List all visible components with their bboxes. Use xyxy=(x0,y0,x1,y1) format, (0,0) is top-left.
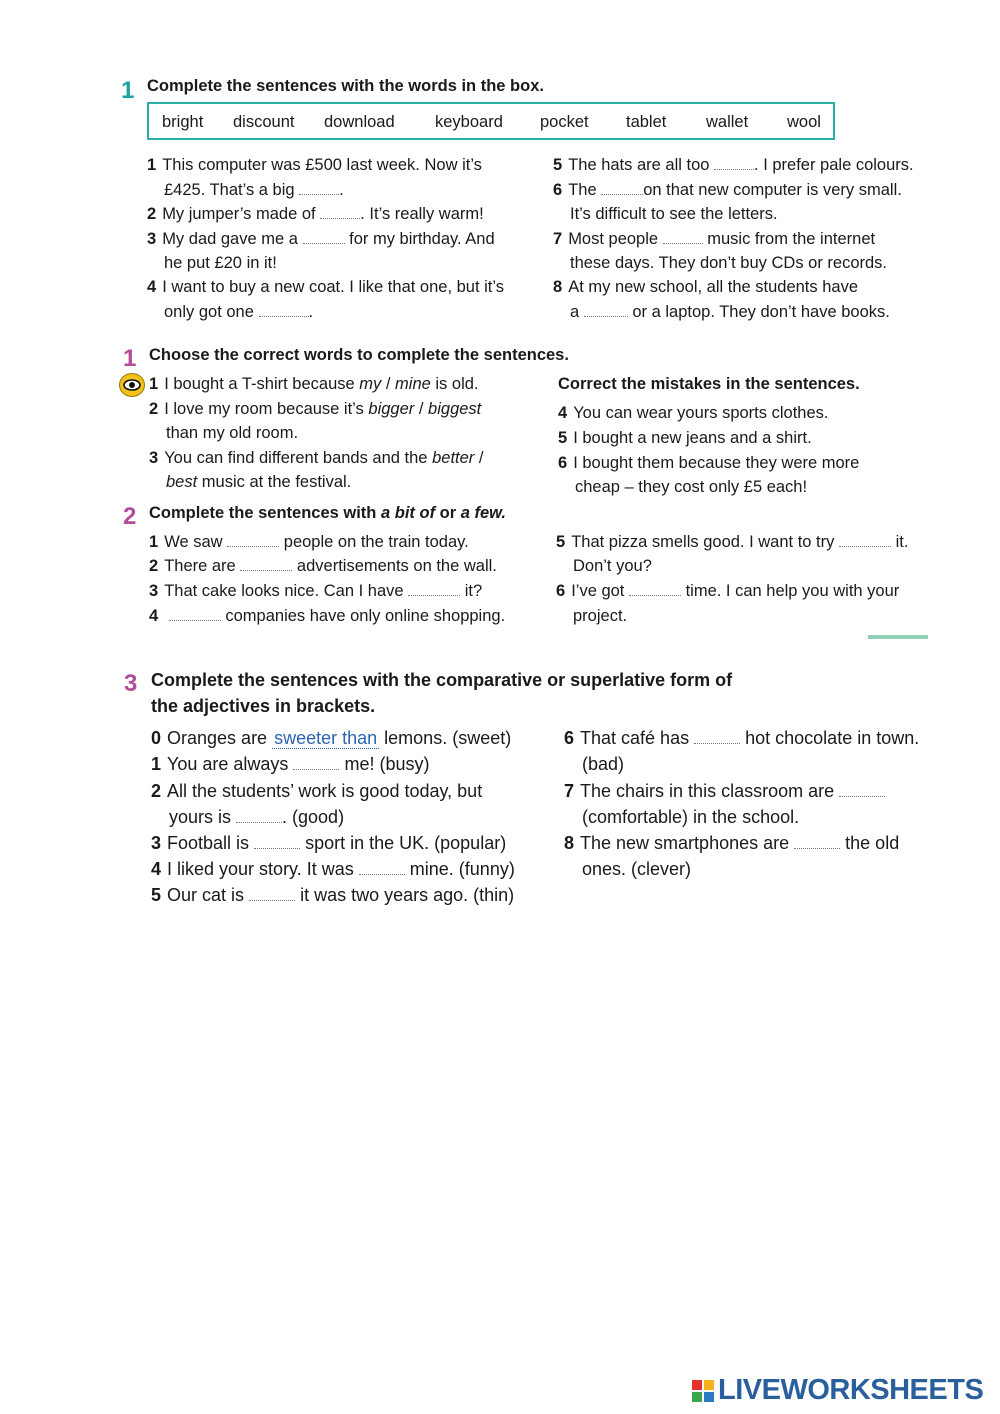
ex1a-item-8: 8 At my new school, all the students have xyxy=(553,278,859,296)
ex3-item-3: 3 Football is sport in the UK. (popular) xyxy=(151,833,507,853)
ex3-item-8: 8 The new smartphones are the old xyxy=(564,833,900,853)
answer-blank[interactable] xyxy=(408,583,460,596)
ex3-item-2-cont: yours is . (good) xyxy=(169,807,345,827)
ex1a-item-4-cont: only got one . xyxy=(164,303,314,321)
word-box xyxy=(147,102,835,140)
decorative-bar xyxy=(868,635,928,639)
exercise-1a-title: Complete the sentences with the words in the box. xyxy=(147,77,544,95)
ex3-item-7: 7 The chairs in this classroom are xyxy=(564,780,885,802)
exercise-1b-number: 1 xyxy=(123,345,137,372)
answer-blank[interactable] xyxy=(303,231,345,244)
answer-blank[interactable] xyxy=(254,836,300,849)
answer-blank[interactable] xyxy=(839,784,885,797)
ex1b-item-6: 6 I bought them because they were more xyxy=(558,454,860,472)
word-tablet: tablet xyxy=(626,113,667,131)
word-bright: bright xyxy=(162,113,204,131)
ex2-item-4: 4 companies have only online shopping. xyxy=(149,607,506,625)
ex1a-item-3-cont: he put £20 in it! xyxy=(164,254,277,272)
answer-blank[interactable] xyxy=(714,157,754,170)
eye-icon xyxy=(119,373,145,397)
ex2-item-3: 3 That cake looks nice. Can I have it? xyxy=(149,582,483,600)
ex2-item-2: 2 There are advertisements on the wall. xyxy=(149,557,497,575)
ex1a-item-6: 6 The on that new computer is very small. xyxy=(553,181,902,199)
answer-blank[interactable] xyxy=(227,534,279,547)
ex3-item-4: 4 I liked your story. It was mine. (funny) xyxy=(151,859,515,879)
ex1b-item-5: 5 I bought a new jeans and a shirt. xyxy=(558,429,812,447)
answer-blank[interactable] xyxy=(299,182,339,195)
exercise-3-number: 3 xyxy=(124,670,138,697)
ex3-item-6: 6 That café has hot chocolate in town. xyxy=(564,728,920,748)
ex1a-item-4: 4 I want to buy a new coat. I like that one, but it’s xyxy=(147,278,504,296)
ex1a-item-8-cont: a or a laptop. They don’t have books. xyxy=(570,303,890,321)
ex3-item-5: 5 Our cat is it was two years ago. (thin) xyxy=(151,885,515,905)
answer-blank[interactable] xyxy=(584,304,628,317)
answer-blank[interactable] xyxy=(694,731,740,744)
answer-blank[interactable] xyxy=(249,888,295,901)
ex1a-item-7: 7 Most people music from the internet xyxy=(553,230,876,248)
exercise-1b-title: Choose the correct words to complete the sentences. xyxy=(149,346,569,364)
word-keyboard: keyboard xyxy=(435,113,503,131)
word-discount: discount xyxy=(233,113,295,131)
answer-blank[interactable] xyxy=(601,182,643,195)
ex1b-item-2: 2 I love my room because it’s bigger / biggest xyxy=(149,400,482,418)
word-wool: wool xyxy=(787,113,821,131)
ex1a-item-5: 5 The hats are all too . I prefer pale colours. xyxy=(553,156,914,174)
answer-blank[interactable] xyxy=(259,304,309,317)
answer-blank[interactable] xyxy=(169,608,221,621)
answer-blank[interactable] xyxy=(794,836,840,849)
exercise-1a-number: 1 xyxy=(121,77,135,104)
liveworksheets-logo xyxy=(692,1374,983,1407)
word-download: download xyxy=(324,113,395,131)
answer-blank[interactable] xyxy=(293,757,339,770)
ex1b-item-3: 3 You can find different bands and the better / xyxy=(149,449,484,467)
ex2-item-5: 5 That pizza smells good. I want to try it. xyxy=(556,533,909,551)
exercise-2-title: Complete the sentences with a bit of or a few. xyxy=(149,504,506,522)
ex2-item-5-cont: Don’t you? xyxy=(573,557,652,575)
answer-blank[interactable] xyxy=(629,583,681,596)
ex3-item-6-cont: (bad) xyxy=(582,754,625,774)
ex3-item-1: 1 You are always me! (busy) xyxy=(151,754,430,774)
ex1a-item-6-cont: It’s difficult to see the letters. xyxy=(570,205,778,223)
ex1a-item-7-cont: these days. They don’t buy CDs or records. xyxy=(570,254,888,272)
liveworksheets-logo-icon xyxy=(692,1380,714,1402)
answer-blank[interactable] xyxy=(236,810,282,823)
ex1b-item-1: 1 I bought a T-shirt because my / mine is old. xyxy=(149,375,479,393)
ex2-item-6-cont: project. xyxy=(573,607,628,625)
ex3-item-7-cont: (comfortable) in the school. xyxy=(582,807,800,827)
answer-blank[interactable] xyxy=(240,558,292,571)
exercise-3-title: Complete the sentences with the comparative or superlative form of the adjectives in brackets. xyxy=(151,670,733,716)
ex3-item-0: 0 Oranges are sweeter than lemons. (sweet) xyxy=(151,728,512,748)
word-wallet: wallet xyxy=(706,113,749,131)
ex2-item-1: 1 We saw people on the train today. xyxy=(149,533,469,551)
ex3-item-2: 2 All the students’ work is good today, but xyxy=(151,781,483,801)
brand-name: LIVEWORKSHEETS xyxy=(718,1374,984,1406)
correct-mistakes-title: Correct the mistakes in the sentences. xyxy=(558,375,860,393)
answer-blank[interactable] xyxy=(663,231,703,244)
answer-blank[interactable] xyxy=(359,862,405,875)
ex1b-item-2-cont: than my old room. xyxy=(166,424,299,442)
ex1a-item-1-cont: £425. That’s a big . xyxy=(164,181,344,199)
ex1a-item-2: 2 My jumper’s made of . It’s really warm! xyxy=(147,205,484,223)
ex1b-item-3-cont: best music at the festival. xyxy=(166,473,352,491)
word-pocket: pocket xyxy=(540,113,589,131)
ex3-item-8-cont: ones. (clever) xyxy=(582,859,692,879)
ex1a-item-1: 1 This computer was £500 last week. Now it’s xyxy=(147,156,482,174)
ex1b-item-6-cont: cheap – they cost only £5 each! xyxy=(575,478,808,496)
answer-blank[interactable] xyxy=(320,206,360,219)
ex2-item-6: 6 I’ve got time. I can help you with your xyxy=(556,582,900,600)
exercise-2-number: 2 xyxy=(123,503,137,530)
answer-blank[interactable] xyxy=(839,534,891,547)
ex1a-item-3: 3 My dad gave me a for my birthday. And xyxy=(147,230,495,248)
example-answer: sweeter than xyxy=(274,728,378,748)
ex1b-item-4: 4 You can wear yours sports clothes. xyxy=(558,404,829,422)
